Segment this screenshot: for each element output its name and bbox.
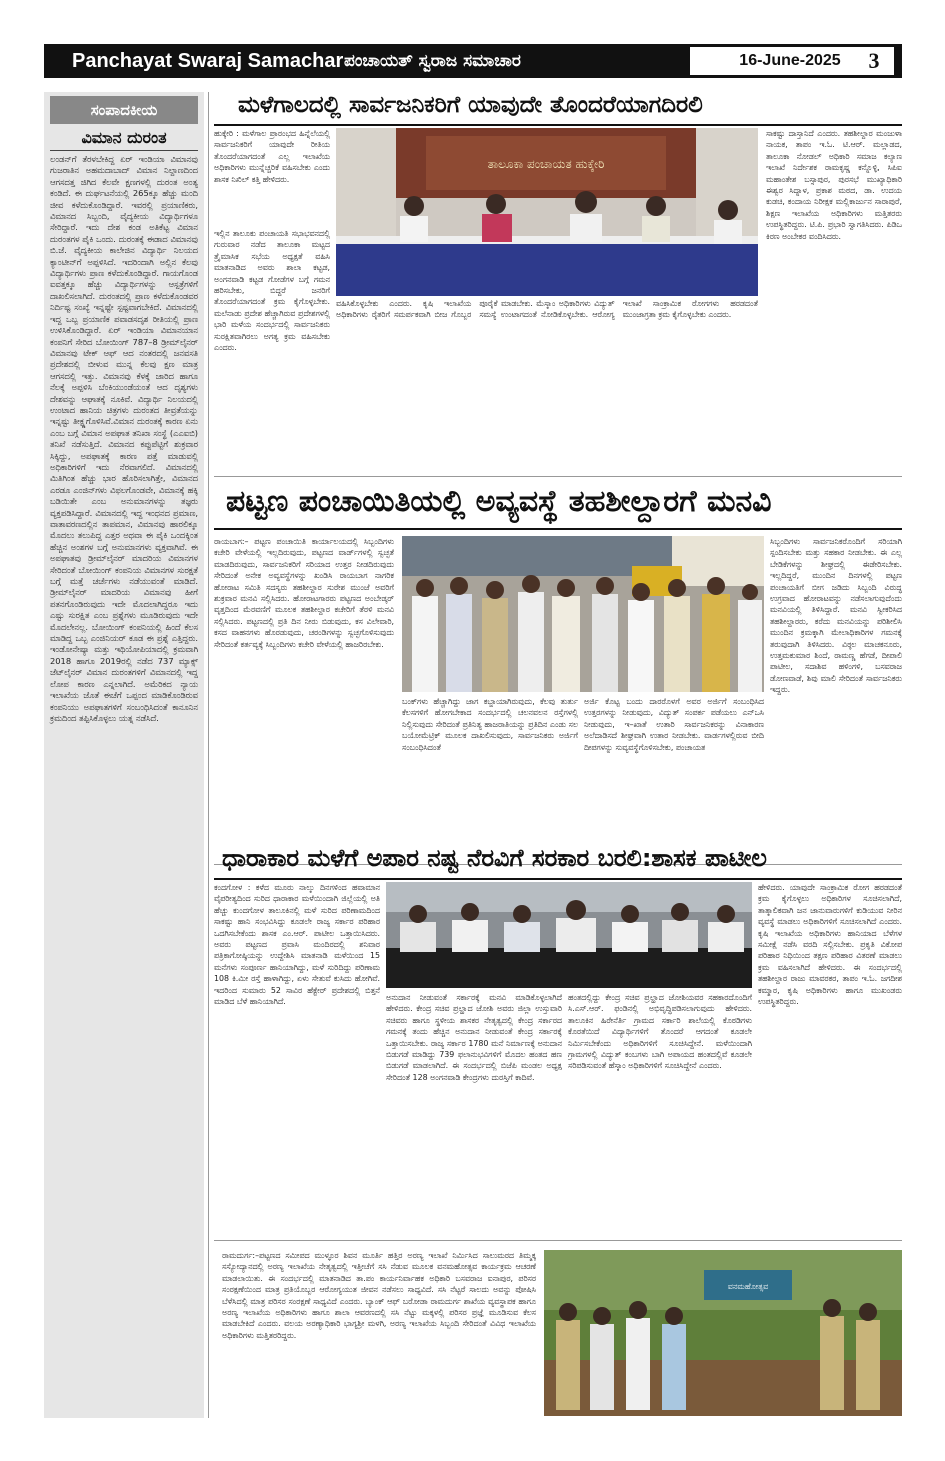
article-3-col-1: ಕಂದಗೋಳ : ಕಳೆದ ಮೂರು ನಾಲ್ಕು ದಿನಗಳಿಂದ ಹವಾಮಾನ ವೈಪರೀತ್ಯದಿಂದ ಸುರಿದ ಧಾರಾಕಾರ ಮಳೆಯಿಂದಾಗಿ ಜಿಲ್ಲೆಯಲ್ಲಿ ಅತಿ ಹೆಚ್ಚು ಕುಂದಗೋಳ ತಾಲೂಕಿನಲ್ಲಿ ಮಳೆ ಸುರಿದ ಪರಿಣಾಮದಿಂದ ಸಾಕಷ್ಟು ಹಾನಿ ಸಂಭವಿಸಿದ್ದು ಕೂಡಲೇ ರಾಜ್ಯ ಸರ್ಕಾರ ಪರಿಹಾರ ಒದಗಿಸಬೇಕೆಂದು ಶಾಸಕ ಎಂ.ಆರ್. ಪಾಟೀಲ ಒತ್ತಾಯಿಸಿದರು. ಅವರು ಪಟ್ಟಣದ ಪ್ರವಾಸಿ ಮಂದಿರದಲ್ಲಿ ಶನಿವಾರ ಪತ್ರಿಕಾಗೋಷ್ಠಿಯನ್ನು ಉದ್ದೇಶಿಸಿ ಮಾತನಾಡಿ ಮಳೆಯಿಂದ 15 ಮನೆಗಳು ಸಂಪೂರ್ಣ ಹಾನಿಯಾಗಿದ್ದು, ಮಳೆ ಸುರಿದಿದ್ದು ಪರಿಣಾಮ 108 ಕಿ.ಮೀ ರಸ್ತೆ ಹಾಳಾಗಿದ್ದು, ಏಳು ಸೇತುವೆ ಕುಸಿದು ಹೋಗಿವೆ. ಇದರಿಂದ ಸುಮಾರು 52 ಸಾವಿರ ಹೆಕ್ಟೇರ್ ಪ್ರದೇಶದಲ್ಲಿ ಬಿತ್ತನೆ ಮಾಡಿದ ಬೆಳೆ ಹಾನಿಯಾಗಿದೆ. xyxy=(214,883,380,1007)
column-divider xyxy=(208,92,209,1418)
editorial-title: ವಿಮಾನ ದುರಂತ xyxy=(50,124,198,151)
article-2-col-3: ಅರ್ಜಿ ಕೊಟ್ಟ ಬಂದು ದಾರರೊಳಗೆ ಅವರ ಅರ್ಜಿಗೆ ಸಂಬಂಧಿಸಿದ ಉತ್ತರಗಳನ್ನು ನೀಡುವುದು, ವಿದ್ಯುತ್ ಸಂಪರ್ಕ ಪಡೆಯಲು ಎನ್‌ಒಸಿ ನೀಡುವುದು, ಇ–ಖಾತೆ ಉತಾರಿ ಸಾರ್ವಜನಿಕರನ್ನು ವಿನಾಕಾರಣ ಅಲೆದಾಡಿಸದೆ ಶೀಘ್ರವಾಗಿ ಉತಾರ ನೀಡಬೇಕು. ವಾರ್ಡಗಳಲ್ಲಿರುವ ಬೀದಿ ದೀಪಗಳನ್ನು ಸುವ್ಯವಸ್ಥೆಗೊಳಿಸಬೇಕು, ಪಂಚಾಯತ xyxy=(584,697,764,752)
meeting-banner-text: ತಾಲೂಕಾ ಪಂಚಾಯತ ಹುಕ್ಕೇರಿ xyxy=(487,157,605,171)
editorial-tag: ಸಂಪಾದಕೀಯ xyxy=(50,96,198,124)
article-3-col-2: ಅನುದಾನ ನೀಡುವಂತೆ ಸರ್ಕಾರಕ್ಕೆ ಮನವಿ ಮಾಡಿಕೊಳ್ಳಲಾಗಿದೆ ಹೇಳಿದರು. ಕೇಂದ್ರ ಸಚಿವ ಪ್ರಲ್ಹಾದ ಜೋಶಿ ಅವರು ಜಿಲ್ಲಾ ಉಸ್ತುವಾರಿ ಸಚಿವರು ಹಾಗೂ ಸ್ಥಳೀಯ ಶಾಸಕರ ನೇತೃತ್ವದಲ್ಲಿ ಕೇಂದ್ರ ಸರ್ಕಾರದ ಗಮನಕ್ಕೆ ತಂದು ಹೆಚ್ಚಿನ ಅನುದಾನ ನೀಡುವಂತೆ ಕೇಂದ್ರ ಸರ್ಕಾರಕ್ಕೆ ಒತ್ತಾಯಿಸಬೇಕು. ರಾಜ್ಯ ಸರ್ಕಾರ 1780 ಮನೆ ನಿರ್ಮಾಣಕ್ಕೆ ಅನುದಾನ ಬಿಡುಗಡೆ ಮಾಡಿದ್ದು 739 ಫಲಾನುಭವಿಗಳಿಗೆ ಮೊದಲ ಹಂತದ ಹಣ ಬಿಡುಗಡೆ ಮಾಡಲಾಗಿದೆ. ಈ ಸಂದರ್ಭದಲ್ಲಿ ಬಿಜೆಪಿ ಮಂಡಲ ಅಧ್ಯಕ್ಷ ಸೇರಿದಂತೆ 128 ಅಂಗನವಾಡಿ ಕೇಂದ್ರಗಳು ದುರಸ್ತಿಗೆ ಕಾದಿವೆ. xyxy=(386,993,562,1082)
masthead-title-kn: ಪಂಚಾಯತ್ ಸ್ವರಾಜ ಸಮಾಚಾರ xyxy=(344,51,521,71)
article-3-headline: ಧಾರಾಕಾರ ಮಳೆಗೆ ಅಪಾರ ನಷ್ಟ ನೆರವಿಗೆ ಸರಕಾರ ಬರಲಿ:ಶಾಸಕ ಪಾಟೀಲ xyxy=(222,844,767,872)
page-number: 3 xyxy=(854,47,894,75)
article-1-col-5: ಸಾಕಷ್ಟು ದಾಸ್ತಾನಿದೆ ಎಂದರು. ತಹಶೀಲ್ದಾರ ಮಂಜುಳಾ ನಾಯಕ, ತಾಪಂ ಇ.ಓ. ಟಿ.ಆರ್. ಮಲ್ಲಾಡದ, ತಾಲೂಕಾ ನೋಡಲ್ ಅಧಿಕಾರಿ ಸಮಾಜ ಕಲ್ಯಾಣ ಇಲಾಖೆ ನಿರ್ದೇಶಕ ರಾಮಕೃಷ್ಣ ಕನ್ನೊಳ್ಳಿ, ಸಿಪಿಐ ಮಹಾಂತೇಶ ಬಸ್ಸಾಪುರ, ಪುರಸಭೆ ಮುಖ್ಯಾಧಿಕಾರಿ ಈಶ್ವರ ಸಿದ್ನಾಳ, ಪ್ರಕಾಶ ಮಠದ, ಡಾ. ಉದಯ ಕುಡಚಿ, ಕಂದಾಯ ನಿರೀಕ್ಷಕ ಮಲ್ಲಿಕಾರ್ಜುನ ಸಾರಾಪುರೆ, ಶಿಕ್ಷಣ ಇಲಾಖೆಯ ಅಧಿಕಾರಿಗಳು ಮತ್ತಿತರರು ಉಪಸ್ಥಿತರಿದ್ದರು. ಟಿ.ಪಿ. ಪ್ರಭಾರಿ ಸ್ವಾಗತಿಸಿದರು. ಪಿಡಿಒ ಕಿರಣ ಅಂಬೇಕರ ವಂದಿಸಿದರು. xyxy=(766,129,902,241)
masthead-title-en: Panchayat Swaraj Samachar xyxy=(72,49,344,72)
article-2-headline: ಪಟ್ಟಣ ಪಂಚಾಯಿತಿಯಲ್ಲಿ ಅವ್ಯವಸ್ಥೆ ತಹಶೀಲ್ದಾರಗೆ ಮನವಿ xyxy=(226,484,772,519)
tree-planting-photo xyxy=(544,1250,902,1416)
issue-date: 16-June-2025 xyxy=(690,47,890,75)
article-2-col-4: ಸಿಬ್ಬಂದಿಗಳು ಸಾರ್ವಜನಿಕರೊಂದಿಗೆ ಸರಿಯಾಗಿ ಸ್ಪಂದಿಸಬೇಕು ಮತ್ತು ಸಹಕಾರ ನೀಡಬೇಕು. ಈ ಎಲ್ಲ ಬೇಡಿಕೆಗಳನ್ನು ಶೀಘ್ರದಲ್ಲಿ ಈಡೇರಿಸಬೇಕು. ಇಲ್ಲದಿದ್ದರೆ, ಮುಂದಿನ ದಿನಗಳಲ್ಲಿ ಪಟ್ಟಣ ಪಂಚಾಯತಿಗೆ ಬೀಗ ಜಡಿದು ಸಿಬ್ಬಂದಿ ವಿರುದ್ಧ ಉಗ್ರವಾದ ಹೋರಾಟವನ್ನು ನಡೆಸಲಾಗುವುದೆಂದು ಮನವಿಯಲ್ಲಿ ತಿಳಿಸಿದ್ದಾರೆ. ಮನವಿ ಸ್ವೀಕರಿಸಿದ ತಹಶೀಲ್ದಾರರು, ಕರೆದು ಮನವಿಯನ್ನು ಪರಿಶೀಲಿಸಿ ಮುಂದಿನ ಕ್ರಮಕ್ಕಾಗಿ ಮೇಲಾಧಿಕಾರಿಗಳ ಗಮನಕ್ಕೆ ತರುವುದಾಗಿ ತಿಳಿಸಿದರು. ವಿಠ್ಠಲ ಮಾಚಕನೂರು, ಉತ್ತಮಕುಮಾರ ಶಿಂದೆ, ರಾಮಣ್ಣ ಹೆಗಡೆ, ದೀಪಾಲಿ ಪಾಟೀಲ, ಸದಾಶಿವ ಹಳಿಂಗಳಿ, ಬಸವರಾಜ ಡೋಣವಾಡೆ, ಶಿವು ಮಾಲಿ ಸೇರಿದಂತೆ ಸಾರ್ವಜನಿಕರು ಇದ್ದರು. xyxy=(770,537,902,695)
article-2-col-1: ರಾಯಬಾಗ:– ಪಟ್ಟಣ ಪಂಚಾಯಿತಿ ಕಾರ್ಯಾಲಯದಲ್ಲಿ ಸಿಬ್ಬಂದಿಗಳು ಕಚೇರಿ ವೇಳೆಯಲ್ಲಿ ಇಲ್ಲದಿರುವುದು, ಪಟ್ಟಣದ ವಾರ್ಡ್‌ಗಳಲ್ಲಿ ಸ್ವಚ್ಛತೆ ಮಾಡದಿರುವುದು, ಸಾರ್ವಜನಿಕರಿಗೆ ಸರಿಯಾದ ಉತ್ತರ ನೀಡದಿರುವುದು ಸೇರಿದಂತೆ ಅನೇಕ ಅವ್ಯವಸ್ಥೆಗಳನ್ನು ಖಂಡಿಸಿ ರಾಯಬಾಗ ನಾಗರಿಕ ಹೋರಾಟ ಸಮಿತಿ ಸದಸ್ಯರು ತಹಶೀಲ್ದಾರ ಸುರೇಶ ಮುಂಜೆ ಅವರಿಗೆ ಶುಕ್ರವಾರ ಮನವಿ ಸಲ್ಲಿಸಿದರು. ಹೋರಾಟಗಾರರು ಪಟ್ಟಣದ ಅಂಬೇಡ್ಕರ್ ವೃತ್ತದಿಂದ ಮೆರವಣಿಗೆ ಮೂಲಕ ತಹಶೀಲ್ದಾರ ಕಚೇರಿಗೆ ತೆರಳಿ ಮನವಿ ಸಲ್ಲಿಸಿದರು. ಪಟ್ಟಣದಲ್ಲಿ ಪ್ರತಿ ದಿನ ನೀರು ಬಿಡುವುದು, ಕಸ ವಿಲೇವಾರಿ, ಕಸದ ವಾಹನಗಳು ಹೊರಡುವುದು, ಚರಂಡಿಗಳನ್ನು ಸ್ವಚ್ಛಗೊಳಿಸುವುದು ಸೇರಿದಂತೆ ಕರ್ತವ್ಯಕ್ಕೆ ಸಿಬ್ಬಂದಿಗಳು ಕಚೇರಿ ವೇಳೆಯಲ್ಲಿ ಹಾಜರಿರಬೇಕು. xyxy=(214,537,394,649)
article-1-col-3: ವಹಿಸಿಕೊಳ್ಳಬೇಕು ಎಂದರು. ಕೃಷಿ ಇಲಾಖೆಯ ಅಧಿಕಾರಿಗಳು ರೈತರಿಗೆ ಸಮರ್ಪಕವಾಗಿ ಬೀಜ ಗೊಬ್ಬರ ಪೂರೈಕೆ ಮಾಡಬೇಕು. ಮೆಸ್ಕಾಂ ಅಧಿಕಾರಿಗಳು ವಿದ್ಯುತ್ ಸಮಸ್ಯೆ ಉಂಟಾಗದಂತೆ ನೋಡಿಕೊಳ್ಳಬೇಕು. ಆರೋಗ್ಯ ಇಲಾಖೆ ಸಾಂಕ್ರಾಮಿಕ ರೋಗಗಳು ಹರಡದಂತೆ ಮುಂಜಾಗ್ರತಾ ಕ್ರಮ ಕೈಗೊಳ್ಳಬೇಕು ಎಂದರು. xyxy=(336,299,758,320)
editorial-body: ಲಂಡನ್‌ಗೆ ತೆರಳಬೇಕಿದ್ದ ಏರ್ ಇಂಡಿಯಾ ವಿಮಾನವು ಗುಜರಾತಿನ ಅಹಮದಾಬಾದ್ ವಿಮಾನ ನಿಲ್ದಾಣದಿಂದ ಆಗಸದತ್ತ ಜಿಗಿದ ಕೆಲವೇ ಕ್ಷಣಗಳಲ್ಲಿ ದುರಂತ ಅಂತ್ಯ ಕಂಡಿದೆ. ಈ ದುರ್ಘಟನೆಯಲ್ಲಿ 265ಕ್ಕೂ ಹೆಚ್ಚು ಮಂದಿ ಜೀವ ಕಳೆದುಕೊಂಡಿದ್ದಾರೆ. ಇವರಲ್ಲಿ ಪ್ರಯಾಣಿಕರು, ವಿಮಾನದ ಸಿಬ್ಬಂದಿ, ವೈದ್ಯಕೀಯ ವಿದ್ಯಾರ್ಥಿಗಳೂ ಸೇರಿದ್ದಾರೆ. ಇದು ದೇಶ ಕಂಡ ಅತಿಕೆಟ್ಟ ವಿಮಾನ ದುರಂತಗಳ ಪೈಕಿ ಒಂದು. ದುರಂತಕ್ಕೆ ಈಡಾದ ವಿಮಾನವು ಬಿ.ಜೆ. ವೈದ್ಯಕೀಯ ಕಾಲೇಜಿನ ವಿದ್ಯಾರ್ಥಿ ನಿಲಯದ ಕ್ಯಾಂಟೀನ್‌ಗೆ ಅಪ್ಪಳಿಸಿದೆ. ಇದರಿಂದಾಗಿ ಅಲ್ಲಿನ ಕೆಲವು ವಿದ್ಯಾರ್ಥಿಗಳು ಪ್ರಾಣ ಕಳೆದುಕೊಂಡಿದ್ದಾರೆ. ಗಾಯಗೊಂಡ ಐವತ್ತಕ್ಕೂ ಹೆಚ್ಚು ವಿದ್ಯಾರ್ಥಿಗಳನ್ನು ಆಸ್ಪತ್ರೆಗಳಿಗೆ ದಾಖಲಿಸಲಾಗಿದೆ. ದುರಂತದಲ್ಲಿ ಪ್ರಾಣ ಕಳೆದುಕೊಂಡವರ ನಿರ್ದಿಷ್ಟ ಸಂಖ್ಯೆ ಇನ್ನಷ್ಟೇ ಸ್ಪಷ್ಟವಾಗಬೇಕಿದೆ. ವಿಮಾನದಲ್ಲಿ ಇದ್ದ ಒಬ್ಬ ಪ್ರಯಾಣಿಕ ಪವಾಡಸದೃಶ ರೀತಿಯಲ್ಲಿ ಪ್ರಾಣ ಉಳಿಸಿಕೊಂಡಿದ್ದಾರೆ. ಏರ್ ಇಂಡಿಯಾ ವಿಮಾನಯಾನ ಕಂಪನಿಗೆ ಸೇರಿದ ಬೋಯಿಂಗ್ 787–8 ಡ್ರೀಮ್‌ಲೈನರ್ ವಿಮಾನವು ಟೇಕ್ ಆಫ್ ಆದ ನಂತರದಲ್ಲಿ ಜನವಸತಿ ಪ್ರದೇಶದಲ್ಲಿ ಬೀಳುವ ಮುನ್ನ ಕೆಲವು ಕ್ಷಣ ಮಾತ್ರ ಆಗಸದಲ್ಲಿ ಇತ್ತು. ವಿಮಾನವು ಕೆಳಕ್ಕೆ ಜಾರಿದ ಹಾಗೂ ನೆಲಕ್ಕೆ ಅಪ್ಪಳಿಸಿ ಬೆಂಕಿಯುಂಡೆಯಂತೆ ಆದ ದೃಶ್ಯಗಳು ದೇಶವನ್ನು ಆಘಾತಕ್ಕೆ ನೂಕಿವೆ. ವಿದ್ಯಾರ್ಥಿ ನಿಲಯದಲ್ಲಿ ಉಂಟಾದ ಹಾನಿಯ ಚಿತ್ರಗಳು ದುರಂತದ ತೀವ್ರತೆಯನ್ನು ಇನ್ನಷ್ಟು ತೀಕ್ಷ್ಣಗೊಳಿಸಿವೆ.ವಿಮಾನ ದುರಂತಕ್ಕೆ ಕಾರಣ ಏನು ಎಂಬ ಬಗ್ಗೆ ವಿಮಾನ ಅಪಘಾತ ತನಿಖಾ ಸಂಸ್ಥೆ (ಎಎಐಬಿ) ತನಿಖೆ ನಡೆಸುತ್ತಿದೆ. ವಿಮಾನದ ಕಪ್ಪುಪೆಟ್ಟಿಗೆ ಶುಕ್ರವಾರ ಸಿಕ್ಕಿದ್ದು, ಅಪಘಾತಕ್ಕೆ ಕಾರಣ ಪತ್ತೆ ಮಾಡುವಲ್ಲಿ ಅಧಿಕಾರಿಗಳಿಗೆ ಇದು ನೆರವಾಗಲಿದೆ. ವಿಮಾನದಲ್ಲಿ ಮಿತಿಗಿಂತ ಹೆಚ್ಚು ಭಾರ ಹೊರಿಸಲಾಗಿತ್ತೇ, ವಿಮಾನದ ಎರಡೂ ಎಂಜಿನ್‌ಗಳು ವಿಫಲಗೊಂಡವೇ, ವಿಮಾನಕ್ಕೆ ಹಕ್ಕಿ ಬಡಿಯಿತೇ ಎಂಬ ಅನುಮಾನಗಳನ್ನು ತಜ್ಞರು ವ್ಯಕ್ತಪಡಿಸಿದ್ದಾರೆ. ವಿಮಾನದಲ್ಲಿ ಇದ್ದ ಇಂಧನದ ಪ್ರಮಾಣ, ವಾತಾವರಣದಲ್ಲಿನ ತಾಪಮಾನ, ವಿಮಾನವು ಹಾರಲಿಕ್ಕೂ ಮೊದಲು ತಲುಪಿದ್ದ ಎತ್ತರ ಅಥವಾ ಈ ಪೈಕಿ ಒಂದಕ್ಕಿಂತ ಹೆಚ್ಚಿನ ಅಂಶಗಳ ಬಗ್ಗೆ ಅನುಮಾನಗಳು ವ್ಯಕ್ತವಾಗಿವೆ. ಈ ಅಪಘಾತವು ಡ್ರೀಮ್‌ಲೈನರ್ ಮಾದರಿಯ ವಿಮಾನಗಳ ಸೇರಿದಂತೆ ಬೋಯಿಂಗ್ ಕಂಪನಿಯ ವಿಮಾನಗಳ ಸುರಕ್ಷತೆ ಬಗ್ಗೆ ಮತ್ತೆ ಚರ್ಚೆಗಳು ನಡೆಯುವಂತೆ ಮಾಡಿದೆ. ಡ್ರೀಮ್‌ಲೈನರ್ ಮಾದರಿಯ ವಿಮಾನವು ಹೀಗೆ ಪತನಗೊಂಡಿರುವುದು ಇದೇ ಮೊದಲಾಗಿದ್ದರೂ ಇದು ಎಷ್ಟು ಸುರಕ್ಷಿತ ಎಂಬ ಪ್ರಶ್ನೆಗಳು ಮೂಡಿರುವುದು ಇದೇ ಮೊದಲೇನಲ್ಲ. ಬೋಯಿಂಗ್ ಕಂಪನಿಯಲ್ಲಿ ಹಿಂದೆ ಕೆಲಸ ಮಾಡಿದ್ದ ಒಬ್ಬ ಎಂಜಿನಿಯರ್ ಕೂಡ ಈ ಪ್ರಶ್ನೆ ಎತ್ತಿದ್ದರು. ಇಂಡೋನೇಷ್ಯಾ ಮತ್ತು ಇಥಿಯೋಪಿಯಾದಲ್ಲಿ ಕ್ರಮವಾಗಿ 2018 ಹಾಗೂ 2019ರಲ್ಲಿ ನಡೆದ 737 ಮ್ಯಾಕ್ಸ್ ಜೆಟ್‌ಲೈನರ್ ವಿಮಾನ ದುರಂತಗಳಿಗೆ ವಿಮಾನದಲ್ಲಿ ಇದ್ದ ಲೋಪ ಕಾರಣ ಎನ್ನಲಾಗಿದೆ. ಅಮೆರಿಕದ ನ್ಯಾಯ ಇಲಾಖೆಯ ಜೊತೆ ಈಚೆಗೆ ಒಪ್ಪಂದ ಮಾಡಿಕೊಂಡಿರುವ ಕಂಪನಿಯು ಅಪಘಾತಗಳಿಗೆ ಸಂಬಂಧಿಸಿದಂತೆ ಕಾನೂನಿನ ಕ್ರಮದಿಂದ ತಪ್ಪಿಸಿಕೊಳ್ಳಲು ಯತ್ನ ನಡೆಸಿದೆ. xyxy=(50,154,198,723)
article-4-body: ರಾಮದುರ್ಗ:–ಪಟ್ಟಣದ ಸಮೀಪದ ಮುಳ್ಳೂರ ಶಿವನ ಮೂರ್ತಿ ಹತ್ತಿರ ಅರಣ್ಯ ಇಲಾಖೆ ನಿರ್ಮಿಸಿದ ಸಾಲುಮರದ ತಿಮ್ಮಕ್ಕ ಸಸ್ಯೋದ್ಯಾನದಲ್ಲಿ ಅರಣ್ಯ ಇಲಾಖೆಯ ನೇತೃತ್ವದಲ್ಲಿ ಇತ್ತೀಚೆಗೆ ಸಸಿ ನೆಡುವ ಮೂಲಕ ವನಮಹೋತ್ಸವ ಕಾರ್ಯಕ್ರಮ ಆಚರಣೆ ಮಾಡಲಾಯಿತು. ಈ ಸಂದರ್ಭದಲ್ಲಿ ಮಾತನಾಡಿದ ತಾ.ಪಂ ಕಾರ್ಯನಿರ್ವಾಹಕ ಅಧಿಕಾರಿ ಬಸವರಾಜ ಐನಾಪುರ, ಪರಿಸರ ಸಂರಕ್ಷಣೆಯಿಂದ ಮಾತ್ರ ಪ್ರತಿಯೊಬ್ಬರ ಆರೋಗ್ಯಯುತ ಜೀವನ ನಡೆಸಲು ಸಾಧ್ಯವಿದೆ. ಸಸಿ ನೆಟ್ಟರೆ ಸಾಲದು ಅವನ್ನು ಪೋಷಿಸಿ ಬೆಳೆಸಿದಲ್ಲಿ ಮಾತ್ರ ಪರಿಸರ ಸಂರಕ್ಷಣೆ ಸಾಧ್ಯವಿದೆ ಎಂದರು. ಬ್ಯಾಂಕ್ ಆಫ್ ಬರೋಡಾ ರಾಮದುರ್ಗ ಶಾಖೆಯ ವ್ಯವಸ್ಥಾಪಕ ಹಾಗೂ ಅರಣ್ಯ ಇಲಾಖೆಯ ಅಧಿಕಾರಿಗಳು ಹಾಗೂ ಶಾಲಾ ಆವರಣದಲ್ಲಿ ಸಸಿ ನೆಟ್ಟು ಮಕ್ಕಳಲ್ಲಿ ಪರಿಸರ ಪ್ರಜ್ಞೆ ಮೂಡಿಸುವ ಕೆಲಸ ಮಾಡಬೇಕಿದೆ ಎಂದರು. ವಲಯ ಅರಣ್ಯಾಧಿಕಾರಿ ಭಾಗ್ಯಶ್ರೀ ಮಳಗಿ, ಅರಣ್ಯ ಇಲಾಖೆಯ ಸಿಬ್ಬಂದಿ ಸೇರಿದಂತೆ ವಿವಿಧ ಇಲಾಖೆಯ ಅಧಿಕಾರಿಗಳು ಮತ್ತಿತರರಿದ್ದರು. xyxy=(222,1251,536,1340)
article-1-headline: ಮಳೆಗಾಲದಲ್ಲಿ ಸಾರ್ವಜನಿಕರಿಗೆ ಯಾವುದೇ ತೊಂದರೆಯಾಗದಿರಲಿ xyxy=(238,92,703,118)
article-3-col-3: ಹಂತದಲ್ಲಿದ್ದು ಕೇಂದ್ರ ಸಚಿವ ಪ್ರಲ್ಹಾದ ಜೋಶಿಯವರ ಸಹಕಾರದೊಂದಿಗೆ ಸಿ.ಎಸ್.ಆರ್. ಫಂಡಿನಲ್ಲಿ ಅಭಿವೃದ್ಧಿಪಡಿಸಲಾಗುವುದು ಹೇಳಿದರು. ತಾಲೂಕಿನ ಹಿರೇನೆರ್ತಿ ಗ್ರಾಮದ ಸರ್ಕಾರಿ ಶಾಲೆಯಲ್ಲಿ ಕೊಠಡಿಗಳು ಕೊರತೆಯಿದೆ ವಿದ್ಯಾರ್ಥಿಗಳಿಗೆ ತೊಂದರೆ ಆಗದಂತೆ ಕೂಡಲೇ ನಿರ್ಮಿಸಬೇಕೆಂದು ಅಧಿಕಾರಿಗಳಿಗೆ ಸೂಚಿಸಿದ್ದೇನೆ. ಮಳೆಯಿಂದಾಗಿ ಗ್ರಾಮಗಳಲ್ಲಿ ವಿದ್ಯುತ್ ಕಂಬಗಳು ಬಾಗಿ ಅಪಾಯದ ಹಂತದಲ್ಲಿವೆ ಕೂಡಲೇ ಸರಿಪಡಿಸುವಂತೆ ಹೆಸ್ಕಾಂ ಅಧಿಕಾರಿಗಳಿಗೆ ಸೂಚಿಸಿದ್ದೇನೆ ಎಂದರು. xyxy=(568,993,752,1071)
article-1-col-2: ಇಲ್ಲಿನ ತಾಲೂಕು ಪಂಚಾಯತಿ ಸಭಾಭವನದಲ್ಲಿ ಗುರುವಾರ ನಡೆದ ತಾಲೂಕಾ ಮಟ್ಟದ ತ್ರೈಮಾಸಿಕ ಸಭೆಯ ಅಧ್ಯಕ್ಷತೆ ವಹಿಸಿ ಮಾತನಾಡಿದ ಅವರು ಶಾಲಾ ಕಟ್ಟಡ, ಅಂಗನವಾಡಿ ಕಟ್ಟಡ ಗೋಡೆಗಳ ಬಗ್ಗೆ ಗಮನ ಹರಿಸಬೇಕು, ಬಿದ್ದರೆ ಜನರಿಗೆ ತೊಂದರೆಯಾಗದಂತೆ ಕ್ರಮ ಕೈಗೊಳ್ಳಬೇಕು. ಮಲೆನಾಡು ಪ್ರದೇಶ ಹೆಚ್ಚಾಗಿರುವ ಪ್ರದೇಶಗಳಲ್ಲಿ ಭಾರಿ ಮಳೆಯ ಸಂದರ್ಭದಲ್ಲಿ ಸಾರ್ವಜನಿಕರು ಸುರಕ್ಷಿತವಾಗಿರಲು ಅಗತ್ಯ ಕ್ರಮ ವಹಿಸಬೇಕು ಎಂದರು. xyxy=(214,229,330,353)
article-1-col-1: ಹುಕ್ಕೇರಿ : ಮಳೆಗಾಲ ಪ್ರಾರಂಭದ ಹಿನ್ನೆಲೆಯಲ್ಲಿ ಸಾರ್ವಜನಿಕರಿಗೆ ಯಾವುದೇ ರೀತಿಯ ತೊಂದರೆಯಾಗದಂತೆ ಎಲ್ಲ ಇಲಾಖೆಯ ಅಧಿಕಾರಿಗಳು ಮುನ್ನೆಚ್ಚರಿಕೆ ವಹಿಸಬೇಕು ಎಂದು ಶಾಸಕ ನಿಖಿಲ್ ಕತ್ತಿ ಹೇಳಿದರು. xyxy=(214,129,330,184)
article-3-col-4: ಹೇಳಿದರು. ಯಾವುದೇ ಸಾಂಕ್ರಾಮಿಕ ರೋಗ ಹರಡದಂತೆ ಕ್ರಮ ಕೈಗೊಳ್ಳಲು ಅಧಿಕಾರಿಗಳ ಸೂಚಿಸಲಾಗಿದೆ, ತಾತ್ಕಾಲಿಕವಾಗಿ ಜನ ಜಾನುವಾರುಗಳಿಗೆ ಕುಡಿಯುವ ನೀರಿನ ವ್ಯವಸ್ಥೆ ಮಾಡಲು ಅಧಿಕಾರಿಗಳಿಗೆ ಸೂಚಿಸಲಾಗಿದೆ ಎಂದರು. ಕೃಷಿ ಇಲಾಖೆಯ ಅಧಿಕಾರಿಗಳು ಹಾನಿಯಾದ ಬೆಳೆಗಳ ಸಮೀಕ್ಷೆ ನಡೆಸಿ ವರದಿ ಸಲ್ಲಿಸಬೇಕು. ಪ್ರಕೃತಿ ವಿಕೋಪ ಪರಿಹಾರ ನಿಧಿಯಿಂದ ತಕ್ಷಣ ಪರಿಹಾರ ವಿತರಣೆ ಮಾಡಲು ಕ್ರಮ ವಹಿಸಲಾಗಿದೆ ಹೇಳಿದರು. ಈ ಸಂದರ್ಭದಲ್ಲಿ ತಹಶೀಲ್ದಾರ ರಾಜು ಮಾವರಕರ, ತಾಪಂ ಇ.ಓ. ಜಗದೀಶ ಕಮ್ಮಾರ, ಕೃಷಿ ಅಧಿಕಾರಿಗಳು ಹಾಗೂ ಮುಖಂಡರು ಉಪಸ್ಥಿತರಿದ್ದರು. xyxy=(758,883,902,1007)
tree-planting-photo-svg xyxy=(544,1250,902,1416)
article-2-col-2: ಬಂಕ್‌ಗಳು ಹೆಚ್ಚಾಗಿದ್ದು ಜಾಗ ಕಬ್ಜಾಯಾಗಿರುವುದು, ಕೆಲವು ತುರ್ತು ಕೆಲಸಗಳಿಗೆ ಹೋಗಬೇಕಾದ ಸಂದರ್ಭದಲ್ಲಿ ಚಲನವಲನ ರಸ್ತೆಗಳಲ್ಲಿ ನಿಲ್ಲಿಸುವುದು ಸೇರಿದಂತೆ ಪ್ರತಿನಿತ್ಯ ಹಾಜರಾತಿಯನ್ನು ಪ್ರತಿದಿನ ಎಂಡು ಸಲ ಬಯೋಮೆಟ್ರಿಕ್ ಮೂಲಕ ದಾಖಲಿಸುವುದು, ಸಾರ್ವಜನಿಕರು ಅರ್ಜಿಗೆ ಸಂಬಂಧಿಸಿದಂತೆ xyxy=(402,697,578,752)
forest-banner-text: ವನಮಹೋತ್ಸವ xyxy=(727,1282,769,1291)
